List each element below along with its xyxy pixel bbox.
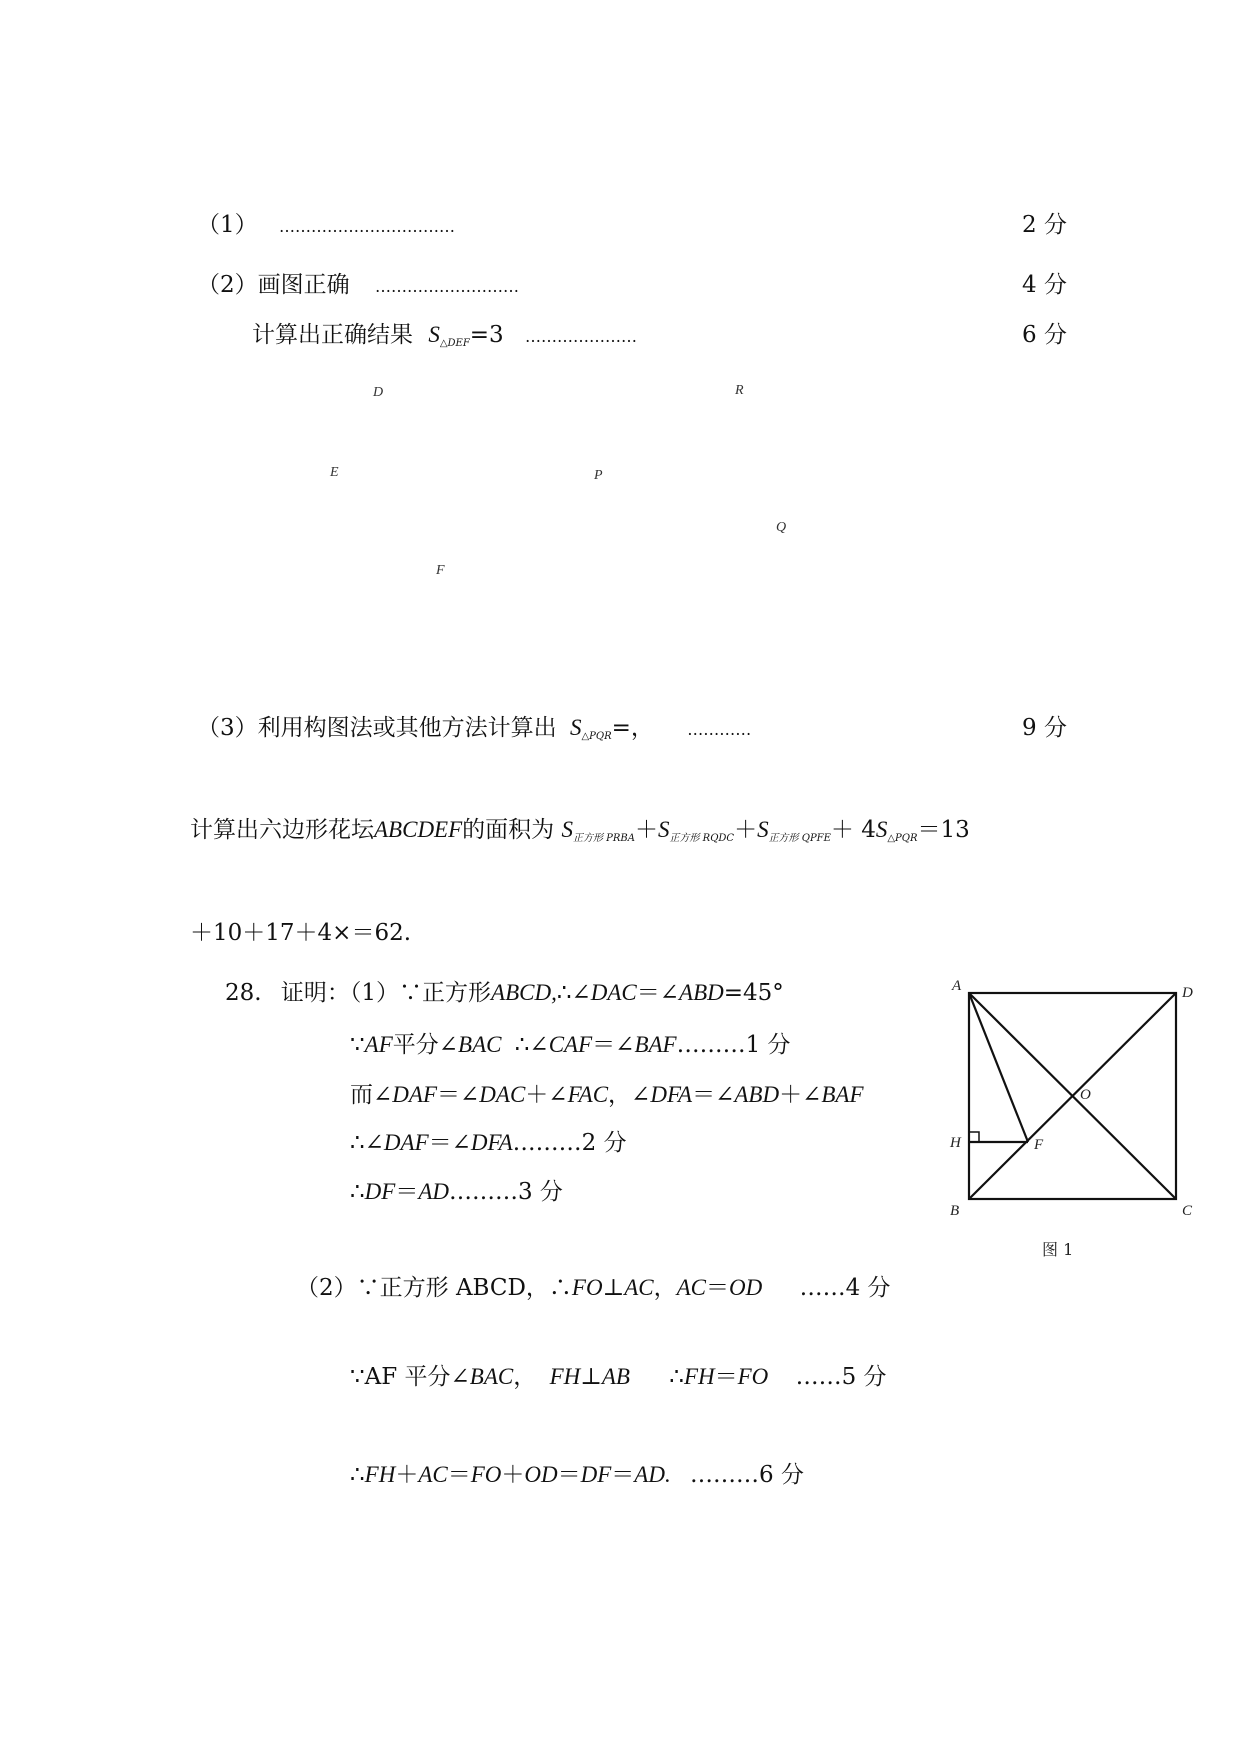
hexagon-area-result: ＋10＋17＋4×＝62. xyxy=(190,920,412,946)
math: AC xyxy=(418,1462,448,1487)
area-symbol: S xyxy=(657,817,670,842)
right-angle-mark xyxy=(969,1132,979,1142)
math: OD xyxy=(524,1462,558,1487)
point-label-q: Q xyxy=(776,520,787,535)
math: FH xyxy=(364,1462,396,1487)
math: DF xyxy=(580,1462,612,1487)
item-2-result-line xyxy=(252,320,637,359)
area-subscript: △DEF xyxy=(439,338,470,349)
text-part: ⊥ xyxy=(580,1364,602,1390)
score-mark: ………3 分 xyxy=(448,1179,563,1205)
math: FH xyxy=(549,1364,581,1389)
math: ABD xyxy=(679,980,724,1005)
area-subscript: 正方形 PRBA xyxy=(572,833,635,844)
segment-af xyxy=(969,993,1028,1142)
point-label-e: E xyxy=(330,465,339,480)
hexagon-name: ABCDEF xyxy=(374,817,463,842)
result-value: =， xyxy=(611,715,654,741)
score-1: 2 分 xyxy=(1022,212,1067,238)
math: DAF xyxy=(383,1130,429,1155)
q28-part2-line-1 xyxy=(296,1273,891,1303)
math: AB xyxy=(601,1364,630,1389)
text-part: ∴ xyxy=(669,1364,684,1390)
text-part: ＝∠ xyxy=(692,1082,735,1108)
q28-line-1 xyxy=(225,978,784,1008)
area-symbol: S xyxy=(561,817,573,842)
text-part: ＝ xyxy=(447,1462,471,1488)
item-3-line xyxy=(197,713,751,752)
text-part: ＝ xyxy=(557,1462,581,1488)
text-part: ＝ xyxy=(706,1275,730,1301)
item-2-label: （2）画图正确 xyxy=(197,272,350,298)
math: AC xyxy=(676,1275,707,1300)
text-part: ＋∠ xyxy=(525,1082,568,1108)
point-label-p: P xyxy=(594,468,603,483)
score-mark: ……5 分 xyxy=(795,1364,887,1390)
area-subscript: △PQR xyxy=(581,731,612,742)
label-a: A xyxy=(952,978,962,994)
label-o: O xyxy=(1080,1087,1091,1103)
score-mark: ………2 分 xyxy=(512,1130,627,1156)
leader-dots: ………… xyxy=(687,720,752,739)
score-4: 9 分 xyxy=(1022,715,1067,741)
text-part: =45° xyxy=(723,980,784,1006)
q28-line-2 xyxy=(350,1030,791,1060)
area-subscript: △PQR xyxy=(887,833,918,844)
math: ABCD, xyxy=(491,980,557,1005)
math: AC xyxy=(624,1275,654,1300)
q28-part2-line-2 xyxy=(350,1362,887,1392)
text-part: ，∠ xyxy=(608,1082,651,1108)
text-part: ∴∠ xyxy=(556,980,591,1006)
point-label-r: R xyxy=(735,383,744,398)
text-part: ⊥ xyxy=(602,1275,625,1301)
math: AD xyxy=(418,1179,449,1204)
math: DFA xyxy=(470,1130,513,1155)
text-part: ， xyxy=(513,1364,537,1390)
text-part: ＝ xyxy=(714,1364,738,1390)
result-text: 计算出正确结果 xyxy=(252,322,413,348)
math: FO xyxy=(470,1462,502,1487)
result-value: ＝13 xyxy=(917,817,970,843)
item-3-text: （3）利用构图法或其他方法计算出 xyxy=(197,715,557,741)
item-1-label: （1） xyxy=(197,212,258,238)
item-1-line xyxy=(197,210,455,242)
plus-sign: ＋ xyxy=(634,817,658,843)
text-part: ＝ xyxy=(395,1179,419,1205)
plus-sign: ＋ xyxy=(734,817,758,843)
q28-line-5 xyxy=(350,1177,563,1207)
math: BAC xyxy=(458,1032,502,1057)
text-part: ＋ xyxy=(501,1462,525,1488)
text-part: ∴ xyxy=(350,1462,365,1488)
area-symbol: S xyxy=(569,715,582,740)
text-part: 而∠ xyxy=(350,1082,393,1108)
math: AD. xyxy=(634,1462,671,1487)
plus-sign: ＋ 4 xyxy=(830,817,876,843)
score-3: 6 分 xyxy=(1022,322,1067,348)
math: CAF xyxy=(548,1032,593,1057)
text-part: ＝∠ xyxy=(437,1082,480,1108)
math: BAF xyxy=(821,1082,864,1107)
score-mark: ……4 分 xyxy=(799,1275,891,1301)
label-c: C xyxy=(1182,1203,1193,1219)
leader-dots: ……………………… xyxy=(374,277,519,296)
leader-dots: ………………… xyxy=(524,327,637,346)
math: BAF xyxy=(634,1032,677,1057)
hexagon-area-line xyxy=(190,815,970,854)
text-part: ∴∠ xyxy=(514,1032,549,1058)
math: AF xyxy=(364,1032,393,1057)
text-part: ＋∠ xyxy=(779,1082,822,1108)
math: DAF xyxy=(392,1082,437,1107)
figure-caption: 图 1 xyxy=(1042,1240,1074,1259)
label-d: D xyxy=(1182,985,1193,1001)
text-part: 证明：（1）∵正方形 xyxy=(280,980,492,1006)
math: FH xyxy=(683,1364,715,1389)
text-part: ＋ xyxy=(395,1462,419,1488)
math: FO xyxy=(737,1364,769,1389)
q28-line-4 xyxy=(350,1128,627,1158)
text-part: ， xyxy=(653,1275,677,1301)
math: DAC xyxy=(479,1082,526,1107)
q28-line-3 xyxy=(350,1080,864,1110)
text-part: 计算出六边形花坛 xyxy=(190,817,374,843)
math: OD xyxy=(729,1275,763,1300)
text-part: ＝∠ xyxy=(592,1032,635,1058)
item-2-line xyxy=(197,270,519,302)
point-label-d: D xyxy=(373,385,384,400)
area-subscript: 正方形 QPFE xyxy=(768,833,831,844)
text-part: （2）∵正方形 ABCD，∴ xyxy=(296,1275,572,1301)
score-2: 4 分 xyxy=(1022,272,1067,298)
result-value: =3 xyxy=(469,322,504,348)
text-part: ∵ xyxy=(350,1032,365,1058)
math: FO xyxy=(571,1275,603,1300)
area-symbol: S xyxy=(875,817,888,842)
point-label-f: F xyxy=(436,563,445,578)
text-part: 平分∠ xyxy=(392,1032,459,1058)
math: DFA xyxy=(650,1082,693,1107)
question-number: 28. xyxy=(225,980,262,1006)
score-mark: ………1 分 xyxy=(676,1032,791,1058)
math: BAC xyxy=(469,1364,514,1389)
text-part: ＝∠ xyxy=(636,980,680,1006)
text-part: ＝∠ xyxy=(428,1130,471,1156)
area-subscript: 正方形 RQDC xyxy=(669,833,735,844)
label-b: B xyxy=(950,1203,960,1219)
text-part: ＝ xyxy=(611,1462,635,1488)
text-part: 的面积为 xyxy=(462,817,555,843)
label-f: F xyxy=(1034,1137,1044,1153)
text-part: ∴∠ xyxy=(350,1130,384,1156)
math: FAC xyxy=(567,1082,609,1107)
figure-1-square-diagram xyxy=(940,975,1220,1275)
label-h: H xyxy=(950,1135,961,1151)
math: ABD xyxy=(734,1082,780,1107)
q28-part2-line-3 xyxy=(350,1460,804,1490)
leader-dots: …………………………… xyxy=(278,217,455,236)
area-symbol: S xyxy=(428,322,440,347)
math: DF xyxy=(364,1179,396,1204)
text-part: ∴ xyxy=(350,1179,365,1205)
score-mark: ………6 分 xyxy=(690,1462,804,1488)
text-part: ∵AF 平分∠ xyxy=(350,1364,470,1390)
math: DAC xyxy=(590,980,637,1005)
area-symbol: S xyxy=(757,817,769,842)
